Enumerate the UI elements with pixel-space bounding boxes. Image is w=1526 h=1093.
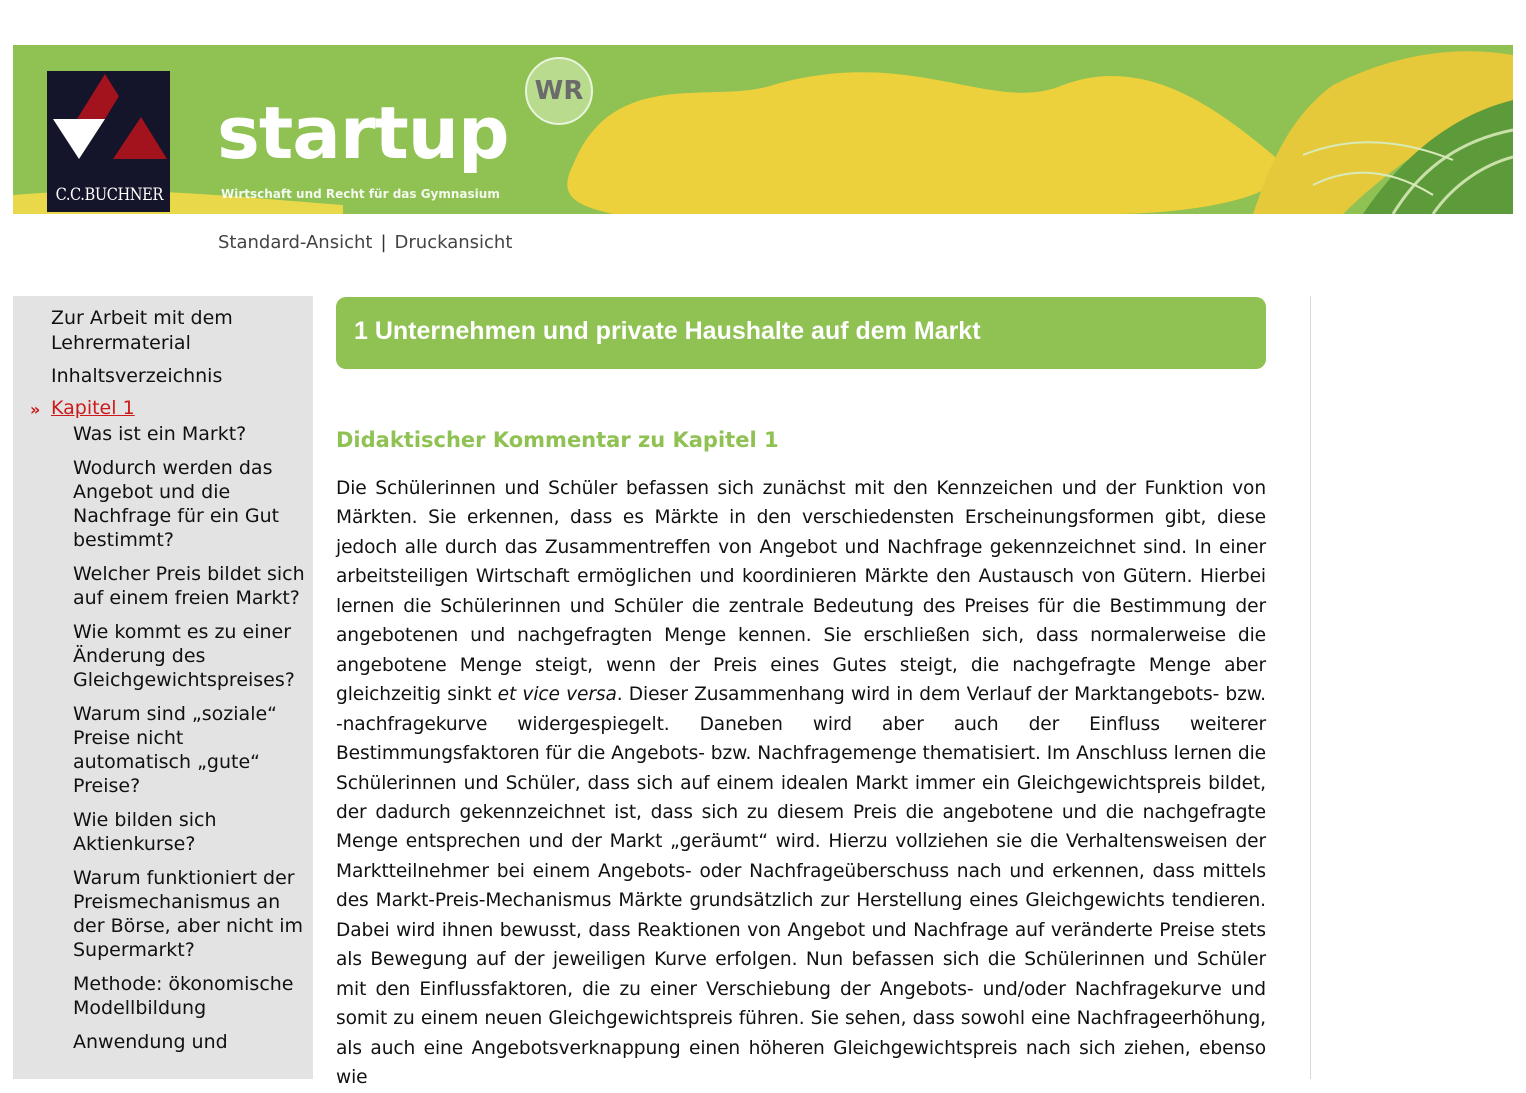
sidebar-item-label[interactable]: Zur Arbeit mit dem Lehrermaterial — [51, 307, 233, 354]
subnav-item[interactable]: Warum funktioniert der Preismechanismus an der Börse, aber nicht im Supermarkt? — [73, 867, 304, 961]
view-switcher — [218, 232, 512, 253]
subnav-item[interactable]: Wodurch werden das Angebot und die Nachfrage für ein Gut bestimmt? — [73, 457, 280, 551]
logo-triangles-icon — [47, 71, 170, 181]
sidebar-item-label[interactable]: Kapitel 1 — [51, 397, 135, 419]
sidebar-navigation — [13, 296, 313, 1079]
chapter-title: 1 Unternehmen und private Haushalte auf dem Markt — [354, 317, 981, 345]
sidebar-item-teacher-material[interactable] — [51, 306, 301, 355]
print-view-link[interactable]: Druckansicht — [394, 232, 513, 253]
content-divider — [1310, 296, 1311, 1079]
sidebar-item-label[interactable]: Inhaltsverzeichnis — [51, 365, 223, 387]
body-text-part: . Dieser Zusammenhang wird in dem Verlauf der Marktangebots- bzw. -nachfragekurve widergespiegelt. Daneben wird aber auch der Einfluss weiterer Bestimmungsfaktoren für die Angebots- bzw. Nachfragemenge thematisiert. Im Anschluss lernen die Schülerinnen und Schüler, dass sich auf einem idealen Markt immer ein Gleichgewichtspreis bildet, der dadurch gekennzeichnet ist, dass sich zu diesem Preis die angebotene und die nachgefragte Menge entsprechen und der Markt „geräumt“ wird. Hierzu vollziehen sie die Verhaltensweisen der Marktteilnehmer bei einem Angebots- oder Nachfrageüberschuss nach und erkennen, dass mittels des Markt-Preis-Mechanismus Märkte grundsätzlich zur Herstellung eines Gleichgewichts tendieren. Dabei wird ihnen bewusst, dass Reaktionen von Angebot und Nachfrage auf veränderte Preise stets als Bewegung auf der jeweiligen Kurve erfolgen. Nun befassen sich die Schülerinnen und Schüler mit den Einflussfaktoren, die zu einer Verschiebung der Angebots- und/oder Nachfragekurve und somit zu einem neuen Gleichgewichtspreis führen. Sie sehen, dass sowohl eine Nachfrageerhöhung, als auch eine Angebotsverknappung einen höheren Gleichgewichtspreis nach sich ziehen, ebenso wie — [336, 684, 1266, 1089]
brand-tagline: Wirtschaft und Recht für das Gymnasium — [221, 187, 500, 201]
subnav-item[interactable]: Was ist ein Markt? — [73, 423, 247, 445]
body-text-italic: et vice versa — [497, 684, 617, 706]
brand-wordmark: startup — [217, 91, 509, 175]
publisher-logo-text: C.C.BUCHNER — [55, 185, 163, 205]
sidebar-item-table-of-contents[interactable] — [51, 364, 301, 389]
header-banner — [13, 45, 1513, 214]
publisher-logo[interactable] — [47, 71, 170, 212]
section-title: Didaktischer Kommentar zu Kapitel 1 — [336, 428, 779, 452]
body-paragraph — [336, 474, 1266, 1093]
chapter-header — [336, 297, 1266, 369]
view-separator: | — [380, 232, 387, 253]
active-chevron-icon: » — [30, 400, 38, 419]
subnav-item[interactable]: Warum sind „soziale“ Preise nicht automatisch „gute“ Preise? — [73, 703, 278, 797]
subnav-item[interactable]: Wie bilden sich Aktienkurse? — [73, 809, 217, 855]
subnav-item[interactable]: Anwendung und — [73, 1031, 228, 1053]
subnav-item[interactable]: Welcher Preis bildet sich auf einem freien Markt? — [73, 563, 305, 609]
body-text-part: Die Schülerinnen und Schüler befassen sich zunächst mit den Kennzeichen und der Funktion von Märkten. Sie erkennen, dass es Märkte in den verschiedensten Erscheinungsformen gibt, diese jedoch alle durch das Zusammentreffen von Angebot und Nachfrage gekennzeichnet sind. In einer arbeitsteiligen Wirtschaft ermöglichen und koordinieren Märkte den Austausch von Gütern. Hierbei lernen die Schülerinnen und Schüler die zentrale Bedeutung des Preises für die Bestimmung der angebotenen und nachgefragten Menge kennen. Sie erschließen sich, dass normalerweise die angebotene Menge steigt, wenn der Preis eines Gutes steigt, die nachgefragte Menge aber gleichzeitig sinkt — [336, 478, 1266, 706]
subnav-item[interactable]: Methode: ökonomische Modellbildung — [73, 973, 294, 1019]
chapter-subnav — [73, 422, 305, 1064]
subnav-item[interactable]: Wie kommt es zu einer Änderung des Gleichgewichtspreises? — [73, 621, 295, 691]
subject-badge: WR — [525, 57, 593, 125]
sidebar-item-kapitel-1[interactable] — [51, 396, 301, 421]
standard-view-link[interactable]: Standard-Ansicht — [218, 232, 373, 253]
